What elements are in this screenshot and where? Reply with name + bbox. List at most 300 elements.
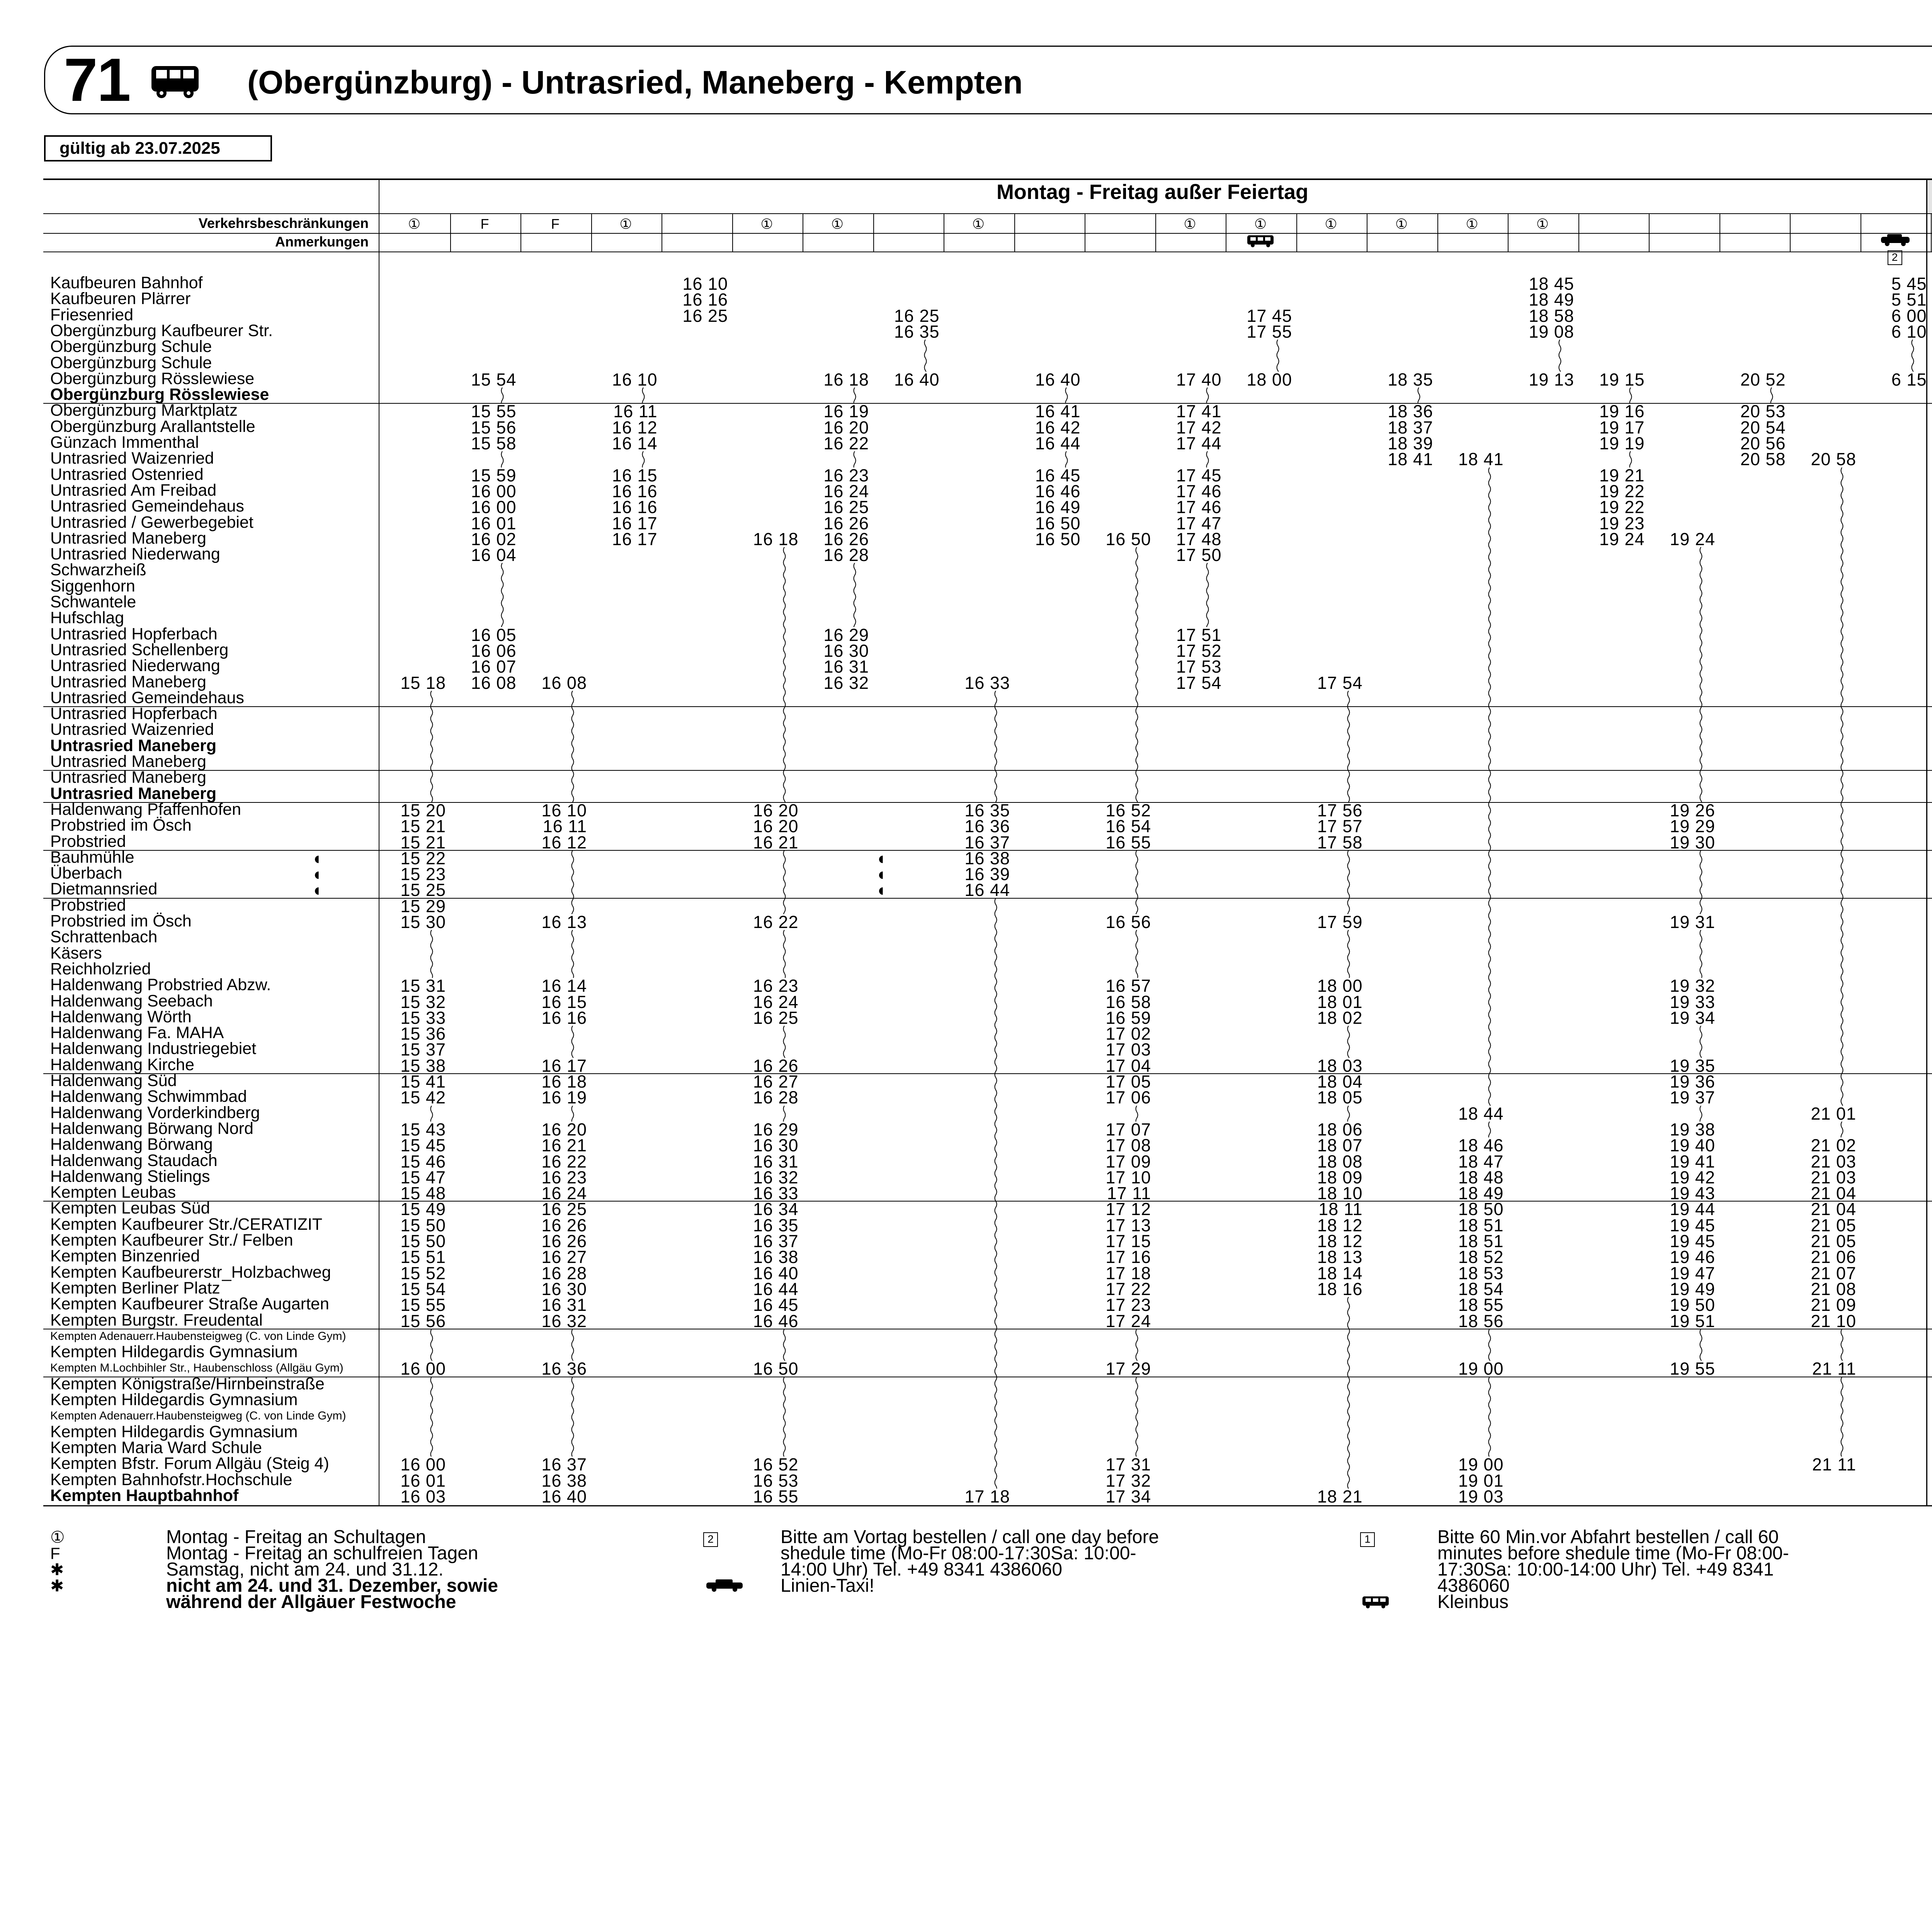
pass-through-line <box>1487 1377 1492 1457</box>
pass-through-line <box>1839 1122 1845 1137</box>
stop-name: Günzach Immenthal <box>50 433 199 452</box>
pass-through-line <box>1698 1106 1704 1122</box>
time-cell: 16 50 <box>1035 529 1081 549</box>
stop-name: Probstried <box>50 896 126 914</box>
stop-name: Untrasried Hopferbach <box>50 624 218 643</box>
stop-name: Haldenwang Pfaffenhofen <box>50 800 242 819</box>
time-cell: 16 22 <box>823 433 869 453</box>
time-cell: 16 59 <box>1105 1008 1151 1028</box>
time-cell: 17 03 <box>1105 1040 1151 1060</box>
time-cell: 16 40 <box>541 1486 587 1506</box>
restriction-cell: ① <box>972 216 985 232</box>
time-cell <box>1929 276 1932 292</box>
time-cell: 18 58 <box>1529 306 1574 326</box>
pass-through-line <box>1205 451 1210 467</box>
restriction-cell <box>873 216 943 232</box>
legend-symbol: ① <box>50 1528 65 1546</box>
time-cell: 17 48 <box>1176 529 1222 549</box>
note-cell <box>662 233 731 250</box>
time-cell: 16 42 <box>1035 417 1081 437</box>
time-cell: 18 35 <box>1388 369 1433 389</box>
stop-name: Kempten Hauptbahnhof <box>50 1486 239 1505</box>
time-cell: 16 53 <box>753 1470 799 1491</box>
time-cell: 16 23 <box>753 976 799 996</box>
header-rule <box>43 178 1932 179</box>
restriction-cell <box>1014 216 1084 232</box>
time-cell: 16 01 <box>471 513 517 533</box>
time-cell: 16 40 <box>894 369 940 389</box>
time-cell: 15 50 <box>400 1215 446 1235</box>
column-rule <box>873 213 874 252</box>
pass-through-line <box>782 1377 787 1457</box>
time-cell: 19 55 <box>1670 1359 1715 1379</box>
time-cell: 19 50 <box>1670 1295 1715 1315</box>
time-cell: 15 56 <box>400 1311 446 1331</box>
time-cell: 18 04 <box>1317 1072 1363 1091</box>
stop-name: Kempten Binzenried <box>50 1247 200 1266</box>
time-cell: 19 01 <box>1458 1470 1504 1491</box>
stop-name: Probstried im Ösch <box>50 912 192 930</box>
time-cell: 18 06 <box>1317 1119 1363 1139</box>
stop-name: Untrasried / Gewerbegebiet <box>50 513 253 532</box>
time-cell: 16 12 <box>541 832 587 852</box>
time-cell: 19 21 <box>1599 465 1645 485</box>
stop-name: Haldenwang Süd <box>50 1071 177 1090</box>
pass-through-line <box>1064 388 1069 403</box>
stop-name: Kempten Kaufbeurer Straße Augarten <box>50 1295 329 1314</box>
time-cell: 16 01 <box>400 1470 446 1491</box>
time-cell: 16 19 <box>823 401 869 422</box>
legend-text: Bitte am Vortag bestellen / call one day before shedule time (Mo-Fr 08:00-17:30Sa: 10:00- 14:00 Uhr) Tel. +49 8341 4386060 <box>781 1527 1159 1580</box>
time-cell: 21 11 <box>1812 1359 1856 1379</box>
time-cell: 18 50 <box>1458 1199 1504 1219</box>
note-cell <box>1649 233 1718 250</box>
route-title: (Obergünzburg) - Untrasried, Maneberg - Kempten <box>247 64 1023 100</box>
legend-symbol: ✱ <box>50 1560 64 1579</box>
time-cell: 16 57 <box>1105 976 1151 996</box>
time-cell: 17 09 <box>1105 1151 1151 1171</box>
pass-through-line <box>1910 340 1915 372</box>
time-cell: 19 34 <box>1670 1008 1715 1028</box>
stop-name: Obergünzburg Schule <box>50 337 212 356</box>
time-cell: 17 55 <box>1247 321 1292 342</box>
note-cell <box>1014 233 1084 250</box>
label-notes: Anmerkungen <box>275 234 369 250</box>
pass-through-line <box>641 451 646 467</box>
stop-name: Bauhmühle <box>50 848 134 867</box>
validity-box: gültig ab 23.07.2025 <box>44 135 272 161</box>
restriction-cell: ① <box>619 216 632 232</box>
pass-through-line <box>429 930 434 978</box>
taxi-order-badge: 2 <box>1888 250 1902 265</box>
pass-through-line <box>570 850 575 914</box>
time-cell: 16 03 <box>400 1486 446 1506</box>
column-rule <box>520 213 521 252</box>
time-cell: 16 32 <box>753 1167 799 1187</box>
restriction-cell <box>1578 216 1648 232</box>
legend-text: Montag - Freitag an schulfreien Tagen <box>166 1543 478 1564</box>
column-rule <box>1296 213 1297 252</box>
time-cell: 16 19 <box>541 1088 587 1108</box>
taxi-icon <box>703 1578 746 1596</box>
note-cell <box>1578 233 1648 250</box>
time-cell: 16 10 <box>612 369 658 389</box>
time-cell: 19 13 <box>1529 369 1574 389</box>
time-cell: 18 00 <box>1317 976 1363 996</box>
time-cell: 19 26 <box>1670 800 1715 820</box>
time-cell: 5 45 <box>1891 274 1927 294</box>
time-cell: 16 50 <box>1035 513 1081 533</box>
time-cell: 17 56 <box>1317 800 1363 820</box>
pass-through-line <box>1839 467 1845 1106</box>
time-cell: 21 11 <box>1812 1455 1856 1475</box>
section-rule <box>43 802 1932 803</box>
stop-name: Siggenhorn <box>50 576 135 595</box>
stop-name: Hufschlag <box>50 609 124 627</box>
alight-only-icon: ◖ <box>311 848 323 868</box>
pass-through-line <box>1557 340 1563 372</box>
time-cell: 15 47 <box>400 1167 446 1187</box>
time-cell: 18 14 <box>1317 1263 1363 1283</box>
time-cell: 16 16 <box>612 497 658 517</box>
time-cell: 16 18 <box>541 1072 587 1091</box>
time-cell: 15 25 <box>400 880 446 900</box>
legend-text: Linien-Taxi! <box>781 1576 874 1596</box>
time-cell: 17 04 <box>1105 1056 1151 1076</box>
time-cell: 20 54 <box>1740 417 1786 437</box>
note-cell <box>732 233 802 250</box>
taxi-icon <box>1861 233 1930 250</box>
time-cell: 21 10 <box>1811 1311 1856 1331</box>
stop-name: Untrasried Niederwang <box>50 545 220 564</box>
time-cell: 16 30 <box>541 1279 587 1299</box>
time-cell: 18 05 <box>1317 1088 1363 1108</box>
time-cell: 18 11 <box>1318 1199 1363 1219</box>
note-cell <box>520 233 590 250</box>
time-cell: 16 38 <box>541 1470 587 1491</box>
time-cell: 19 30 <box>1670 832 1715 852</box>
time-cell: 19 37 <box>1670 1088 1715 1108</box>
stop-name: Kempten Hildegardis Gymnasium <box>50 1422 298 1441</box>
time-cell: 18 36 <box>1388 401 1433 422</box>
alight-only-icon: ◖ <box>876 880 887 900</box>
alight-only-icon: ◖ <box>311 880 323 900</box>
time-cell: 18 56 <box>1458 1311 1504 1331</box>
time-cell: 16 22 <box>753 912 799 932</box>
legend-symbol: 2 <box>703 1529 718 1547</box>
time-cell: 15 21 <box>400 832 446 852</box>
time-cell: 21 04 <box>1811 1199 1856 1219</box>
pass-through-line <box>923 340 928 372</box>
time-cell: 19 17 <box>1599 417 1645 437</box>
time-cell: 16 00 <box>400 1359 446 1379</box>
time-cell: 18 01 <box>1317 992 1363 1012</box>
time-cell: 18 16 <box>1317 1279 1363 1299</box>
pass-through-line <box>1487 1122 1492 1137</box>
time-cell: 16 52 <box>753 1455 799 1475</box>
time-cell: 16 40 <box>753 1263 799 1283</box>
time-cell: 19 31 <box>1670 912 1715 932</box>
time-cell: 15 21 <box>400 816 446 836</box>
stop-name: Untrasried Am Freibad <box>50 481 217 500</box>
time-cell: 16 55 <box>1105 832 1151 852</box>
pass-through-line <box>500 451 505 467</box>
time-cell: 15 43 <box>400 1119 446 1139</box>
time-cell: 19 43 <box>1670 1183 1715 1203</box>
pass-through-line <box>1346 1106 1351 1122</box>
stop-name: Untrasried Waizenried <box>50 720 214 739</box>
time-cell: 19 03 <box>1458 1486 1504 1506</box>
stop-name: Kempten Adenauerr.Haubensteigweg (C. von Linde Gym) <box>50 1329 346 1343</box>
time-cell: 16 41 <box>1035 401 1081 422</box>
column-rule <box>1437 213 1438 252</box>
stop-name: Kaufbeuren Bahnhof <box>50 274 203 292</box>
time-cell: 17 54 <box>1176 673 1222 693</box>
time-cell: 16 16 <box>612 481 658 501</box>
stop-name: Haldenwang Stielings <box>50 1167 210 1186</box>
time-cell: 16 07 <box>471 657 517 677</box>
time-cell: 17 52 <box>1176 641 1222 661</box>
time-cell: 16 28 <box>823 545 869 565</box>
pass-through-line <box>1134 547 1139 802</box>
time-cell: 18 45 <box>1529 274 1574 294</box>
time-cell: 18 13 <box>1317 1247 1363 1267</box>
time-cell <box>1929 308 1932 324</box>
line-number: 71 <box>64 46 130 114</box>
pass-through-line <box>570 1329 575 1361</box>
time-cell: 18 53 <box>1458 1263 1504 1283</box>
restriction-cell: F <box>551 216 560 232</box>
time-cell: 16 26 <box>753 1056 799 1076</box>
time-cell: 18 46 <box>1458 1135 1504 1156</box>
time-cell: 16 00 <box>471 497 517 517</box>
time-cell: 17 16 <box>1105 1247 1151 1267</box>
alight-only-icon: ◖ <box>876 848 887 868</box>
time-cell: 16 00 <box>471 481 517 501</box>
pass-through-line <box>782 930 787 978</box>
time-cell <box>1929 292 1932 308</box>
time-cell: 15 38 <box>400 1056 446 1076</box>
time-cell <box>1929 324 1932 340</box>
stop-name: Schwarzheiß <box>50 561 146 580</box>
pass-through-line <box>1839 1329 1845 1361</box>
time-cell: 15 23 <box>400 864 446 884</box>
time-cell: 16 26 <box>541 1231 587 1251</box>
time-cell: 20 56 <box>1740 433 1786 453</box>
restriction-cell: ① <box>1184 216 1196 232</box>
time-cell: 19 45 <box>1670 1231 1715 1251</box>
restriction-cell: ① <box>831 216 844 232</box>
note-cell <box>1719 233 1789 250</box>
time-cell: 16 36 <box>541 1359 587 1379</box>
column-rule <box>1014 213 1015 252</box>
time-cell: 16 44 <box>1035 433 1081 453</box>
time-cell: 15 20 <box>400 800 446 820</box>
stop-name: Dietmannsried <box>50 880 158 899</box>
time-cell: 16 20 <box>823 417 869 437</box>
time-cell: 16 35 <box>753 1215 799 1235</box>
minibus-icon <box>1360 1594 1391 1612</box>
time-cell: 17 46 <box>1176 497 1222 517</box>
time-cell: 17 53 <box>1176 657 1222 677</box>
pass-through-line <box>852 388 857 403</box>
stop-name: Obergünzburg Schule <box>50 353 212 372</box>
section-rule <box>43 403 1932 404</box>
time-cell: 16 27 <box>541 1247 587 1267</box>
time-cell: 17 50 <box>1176 545 1222 565</box>
pass-through-line <box>852 451 857 467</box>
time-cell: 16 23 <box>541 1167 587 1187</box>
time-cell: 15 51 <box>400 1247 446 1267</box>
time-cell: 16 44 <box>753 1279 799 1299</box>
time-cell: 16 29 <box>823 625 869 645</box>
restriction-cell: ① <box>1325 216 1337 232</box>
time-cell: 15 22 <box>400 848 446 868</box>
header-rule <box>43 233 1932 234</box>
stop-name: Kempten Hildegardis Gymnasium <box>50 1343 298 1361</box>
time-cell: 18 39 <box>1388 433 1433 453</box>
restriction-cell: F <box>480 216 489 232</box>
pass-through-line <box>1134 1377 1139 1457</box>
time-cell: 15 59 <box>471 465 517 485</box>
time-cell: 16 18 <box>753 529 799 549</box>
time-cell: 16 17 <box>541 1056 587 1076</box>
time-cell: 16 27 <box>753 1072 799 1091</box>
restriction-cell: ① <box>1536 216 1549 232</box>
stop-name: Untrasried Gemeindehaus <box>50 688 244 707</box>
column-rule <box>1155 213 1156 252</box>
time-cell: 16 24 <box>823 481 869 501</box>
time-cell: 19 47 <box>1670 1263 1715 1283</box>
time-cell: 21 09 <box>1811 1295 1856 1315</box>
column-rule <box>732 213 733 252</box>
time-cell: 16 58 <box>1105 992 1151 1012</box>
time-cell: 16 11 <box>543 816 587 836</box>
pass-through-line <box>782 850 787 914</box>
time-cell: 17 29 <box>1105 1359 1151 1379</box>
time-cell: 16 54 <box>1105 816 1151 836</box>
time-cell: 15 32 <box>400 992 446 1012</box>
stop-name: Untrasried Schellenberg <box>50 640 229 659</box>
time-cell: 17 07 <box>1105 1119 1151 1139</box>
time-cell: 17 08 <box>1105 1135 1151 1156</box>
stop-name: Kempten Burgstr. Freudental <box>50 1310 263 1329</box>
note-cell <box>1508 233 1577 250</box>
time-cell: 5 51 <box>1891 290 1927 310</box>
time-cell: 16 15 <box>612 465 658 485</box>
stop-name: Untrasried Maneberg <box>50 529 206 547</box>
note-cell <box>591 233 661 250</box>
time-cell: 19 35 <box>1670 1056 1715 1076</box>
time-cell: 21 01 <box>1811 1103 1856 1124</box>
pass-through-line <box>570 1106 575 1122</box>
column-rule <box>591 213 592 252</box>
time-cell: 17 06 <box>1105 1088 1151 1108</box>
column-rule <box>1790 213 1791 252</box>
time-cell: 19 00 <box>1458 1359 1504 1379</box>
time-cell: 16 44 <box>964 880 1010 900</box>
stop-name: Kempten Kaufbeurer Str./CERATIZIT <box>50 1215 323 1234</box>
note-cell <box>1437 233 1507 250</box>
time-cell: 16 35 <box>964 800 1010 820</box>
time-cell: 16 17 <box>612 529 658 549</box>
stop-name: Schwantele <box>50 593 136 611</box>
time-cell: 15 52 <box>400 1263 446 1283</box>
time-cell: 15 49 <box>400 1199 446 1219</box>
pass-through-line <box>429 1377 434 1457</box>
time-cell: 15 45 <box>400 1135 446 1156</box>
stop-name: Kempten Königstraße/Hirnbeinstraße <box>50 1374 325 1393</box>
time-cell: 17 58 <box>1317 832 1363 852</box>
time-cell: 18 41 <box>1388 449 1433 469</box>
time-cell: 18 54 <box>1458 1279 1504 1299</box>
legend-text: Samstag, nicht am 24. und 31.12. <box>166 1559 444 1580</box>
time-cell: 19 40 <box>1670 1135 1715 1156</box>
group-divider <box>1926 178 1927 1505</box>
time-cell: 16 14 <box>541 976 587 996</box>
pass-through-line <box>1346 930 1351 978</box>
stop-name: Kempten Berliner Platz <box>50 1278 220 1297</box>
column-rule <box>1649 213 1650 252</box>
column-rule <box>1578 213 1579 252</box>
time-cell: 17 41 <box>1176 401 1222 422</box>
time-cell: 19 32 <box>1670 976 1715 996</box>
time-cell: 6 10 <box>1891 321 1927 342</box>
time-cell: 18 02 <box>1317 1008 1363 1028</box>
time-cell: 18 49 <box>1529 290 1574 310</box>
time-cell: 19 33 <box>1670 992 1715 1012</box>
pass-through-line <box>782 547 787 802</box>
time-cell: 16 10 <box>541 800 587 820</box>
table-bottom-rule <box>43 1505 1932 1506</box>
time-cell: 16 25 <box>894 306 940 326</box>
legend-symbol: 1 <box>1360 1529 1375 1547</box>
pass-through-line <box>1487 467 1492 1106</box>
time-cell: 16 31 <box>541 1295 587 1315</box>
note-cell <box>1155 233 1225 250</box>
pass-through-line <box>1205 388 1210 403</box>
pass-through-line <box>1769 388 1774 403</box>
time-cell: 16 12 <box>612 417 658 437</box>
pass-through-line <box>1134 850 1139 914</box>
section-rule <box>43 706 1932 707</box>
time-cell: 16 38 <box>753 1247 799 1267</box>
time-cell: 16 20 <box>541 1119 587 1139</box>
time-cell: 19 49 <box>1670 1279 1715 1299</box>
pass-through-line <box>1628 451 1633 467</box>
note-cell <box>450 233 520 250</box>
time-cell: 18 47 <box>1458 1151 1504 1171</box>
time-cell: 16 18 <box>823 369 869 389</box>
pass-through-line <box>429 691 434 802</box>
time-cell: 16 30 <box>823 641 869 661</box>
time-cell: 19 22 <box>1599 497 1645 517</box>
time-cell: 16 37 <box>753 1231 799 1251</box>
time-cell: 16 24 <box>753 992 799 1012</box>
pass-through-line <box>1487 1329 1492 1361</box>
stop-name: Kempten Kaufbeurerstr_Holzbachweg <box>50 1263 331 1282</box>
time-cell: 18 07 <box>1317 1135 1363 1156</box>
time-cell: 17 54 <box>1317 673 1363 693</box>
restriction-cell <box>1085 216 1154 232</box>
time-cell: 16 17 <box>612 513 658 533</box>
column-rule <box>1719 213 1720 252</box>
stop-name: Obergünzburg Marktplatz <box>50 401 238 420</box>
pass-through-line <box>782 1329 787 1361</box>
time-cell: 16 56 <box>1105 912 1151 932</box>
time-cell: 16 38 <box>964 848 1010 868</box>
pass-through-line <box>1134 1106 1139 1122</box>
